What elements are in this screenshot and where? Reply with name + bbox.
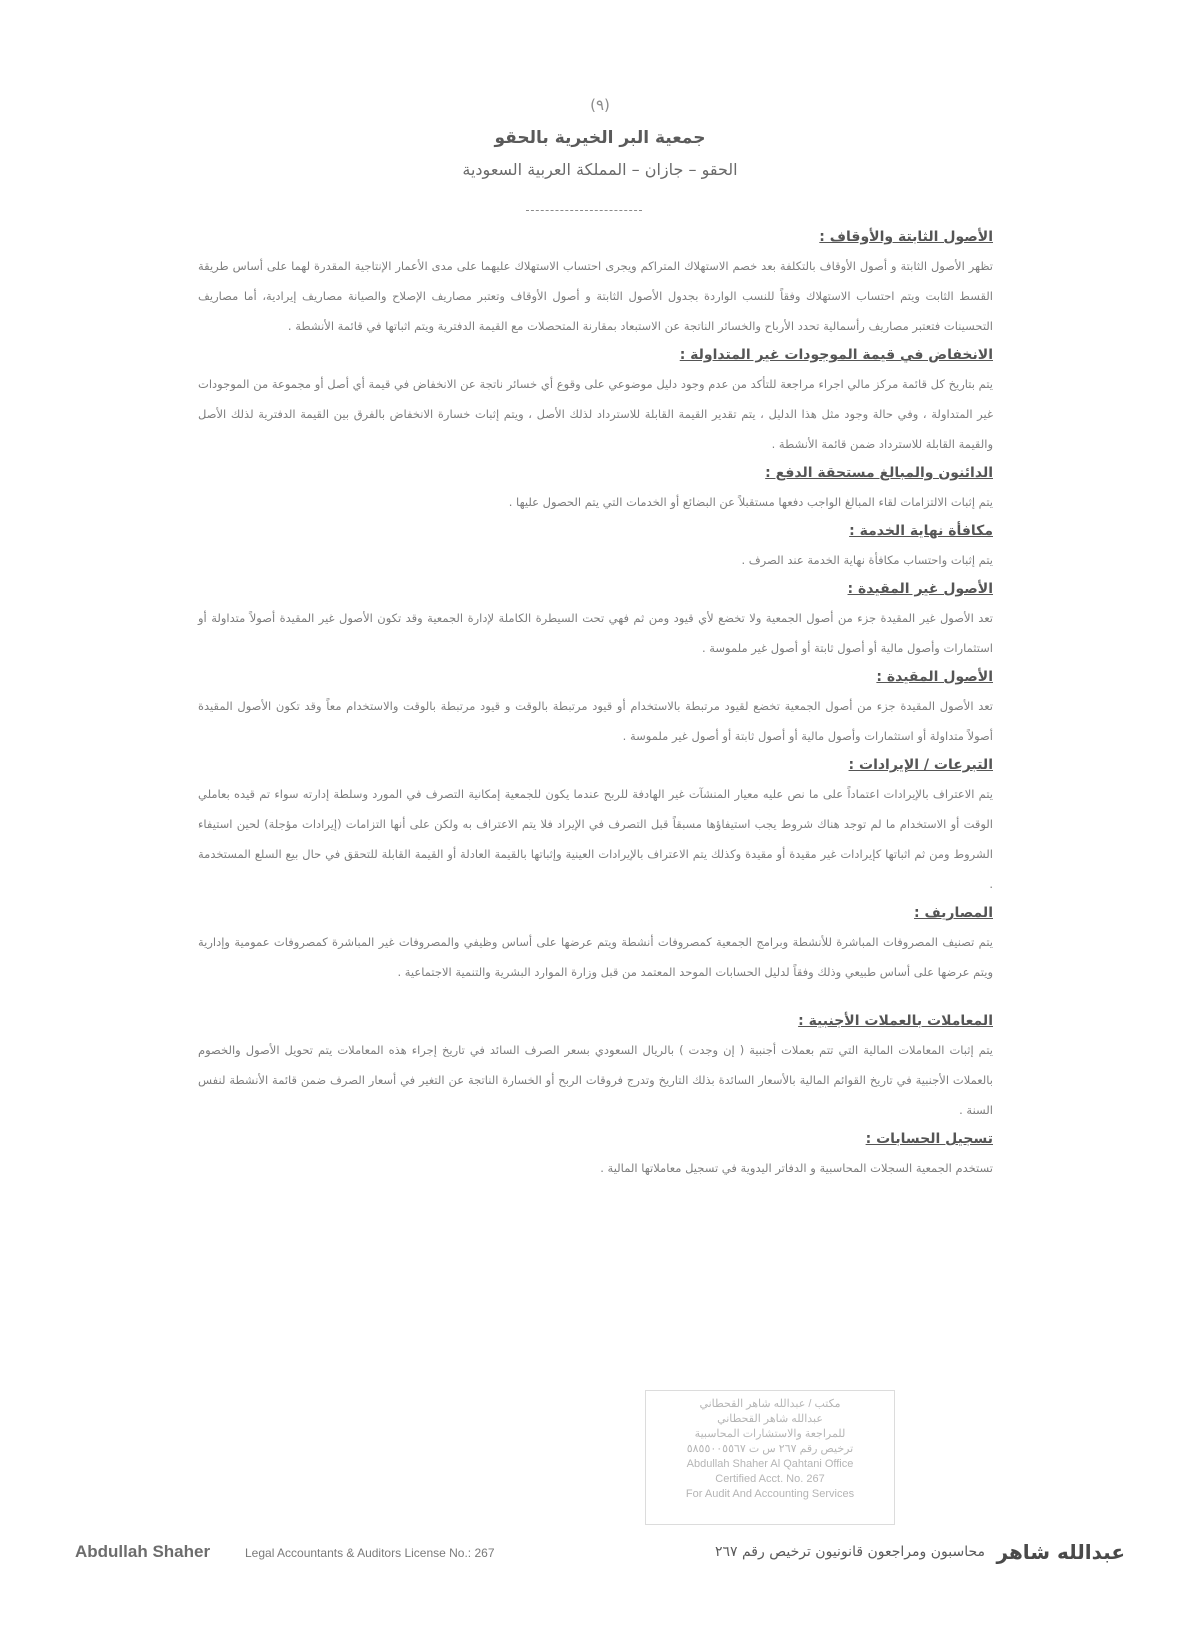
section-bookkeeping xyxy=(198,1125,993,1183)
section-title: التبرعات / الإيرادات : xyxy=(848,757,993,773)
footer xyxy=(75,1542,1125,1572)
org-location: الحقو – جازان – المملكة العربية السعودية xyxy=(462,160,738,179)
section-payables xyxy=(198,459,993,517)
org-name: جمعية البر الخيرية بالحقو xyxy=(494,128,706,148)
section-body: يتم إثبات واحتساب مكافأة نهاية الخدمة عند الصرف . xyxy=(741,553,993,567)
section-impairment xyxy=(198,341,993,459)
section-body: يتم تصنيف المصروفات المباشرة للأنشطة وبرامج الجمعية كمصروفات أنشطة ويتم عرضها على أساس وظيفي والمصروفات غير المباشرة كمصروفات عمومية وإدارية ويتم عرضها على أساس طبيعي وذلك وفقاً لدليل الحسابات الموحد المعتمد من قبل وزارة الموارد البشرية والتنمية الاجتماعية . xyxy=(198,935,993,979)
section-title: الأصول الثابتة والأوقاف : xyxy=(819,229,993,245)
stamp-line: For Audit And Accounting Services xyxy=(685,1488,855,1500)
section-body: تظهر الأصول الثابتة و أصول الأوقاف بالتكلفة بعد خصم الاستهلاك المتراكم ويجرى احتساب الاستهلاك عليهما على مدى الأعمار الإنتاجية المقدرة لهما على أساس طريقة القسط الثابت ويتم احتساب الاستهلاك وفقاً للنسب الواردة بجدول الأصول الثابتة و أصول الأوقاف وتعتبر مصاريف الإصلاح والصيانة مصاريف إيرادية، أما مصاريف التحسينات فتعتبر مصاريف رأسمالية تحدد الأرباح والخسائر الناتجة عن الاستبعاد بمقارنة المتحصلات مع القيمة الدفترية ويتم اثباتها في قائمة الأنشطة . xyxy=(198,259,993,333)
footer-brand-en: Abdullah Shaher xyxy=(75,1542,211,1561)
section-restricted-assets xyxy=(198,663,993,751)
footer-description-ar: محاسبون ومراجعون قانونيون ترخيص رقم ٢٦٧ xyxy=(714,1544,985,1560)
page-number: (٩) xyxy=(590,96,610,114)
footer-brand-ar: عبدالله شاهر xyxy=(996,1540,1125,1564)
stamp-line: للمراجعة والاستشارات المحاسبية xyxy=(694,1428,846,1440)
stamp-line: Certified Acct. No. 267 xyxy=(715,1473,825,1485)
header-divider xyxy=(526,210,642,211)
policies-content xyxy=(198,223,993,1183)
section-body: يتم الاعتراف بالإيرادات اعتماداً على ما نص عليه معيار المنشآت غير الهادفة للربح عندما يكون للجمعية إمكانية التصرف في المورد وسلطة إدارته سواء تم قيده بعاملي الوقت أو الاستخدام ما لم توجد هناك شروط يجب استيفاؤها مسبقاً قبل التصرف في الإيراد فلا يتم الاعتراف به ولكن على أنها التزامات (إيرادات مؤجلة) لحين استيفاء الشروط ومن ثم اثباتها كإيرادات غير مقيدة أو مقيدة وكذلك يتم الاعتراف بالإيرادات العينية وإثباتها بالقيمة العادلة أو القيمة القابلة للتحقق في حال بيع السلع المستخدمة . xyxy=(198,787,993,891)
section-title: الانخفاض في قيمة الموجودات غير المتداولة : xyxy=(679,347,993,363)
section-donations-revenue xyxy=(198,751,993,899)
stamp-line: مكتب / عبدالله شاهر القحطاني xyxy=(699,1398,841,1410)
section-title: المصاريف : xyxy=(914,905,993,921)
section-title: المعاملات بالعملات الأجنبية : xyxy=(798,1013,993,1029)
section-body: يتم بتاريخ كل قائمة مركز مالي اجراء مراجعة للتأكد من عدم وجود دليل موضوعي على وقوع أي خسائر ناتجة عن الانخفاض في قيمة أي أصل أو مجموعة من الموجودات غير المتداولة ، وفي حالة وجود مثل هذا الدليل ، يتم تقدير القيمة القابلة للاسترداد لذلك الأصل ، ويتم إثبات خسارة الانخفاض بالفرق بين القيمة الدفترية لذلك الأصل والقيمة القابلة للاسترداد ضمن قائمة الأنشطة . xyxy=(198,377,993,451)
section-title: الأصول غير المقيدة : xyxy=(847,581,993,597)
stamp-line: Abdullah Shaher Al Qahtani Office xyxy=(686,1458,854,1470)
office-stamp xyxy=(645,1390,895,1525)
section-title: الدائنون والمبالغ مستحقة الدفع : xyxy=(765,465,993,481)
stamp-line: عبدالله شاهر القحطاني xyxy=(717,1413,823,1425)
section-body: تعد الأصول غير المقيدة جزء من أصول الجمعية ولا تخضع لأي قيود ومن ثم فهي تحت السيطرة الكاملة لإدارة الجمعية وقد تكون الأصول غير المقيدة أصولاً متداولة أو استثمارات وأصول مالية أو أصول ثابتة أو أصول غير ملموسة . xyxy=(198,611,993,655)
section-body: تستخدم الجمعية السجلات المحاسبية و الدفاتر اليدوية في تسجيل معاملاتها المالية . xyxy=(600,1161,993,1175)
section-title: تسجيل الحسابات : xyxy=(865,1131,993,1147)
section-title: الأصول المقيدة : xyxy=(876,669,993,685)
section-body: يتم إثبات الالتزامات لقاء المبالغ الواجب دفعها مستقبلاً عن البضائع أو الخدمات التي يتم الحصول عليها . xyxy=(508,495,993,509)
section-foreign-currency xyxy=(198,1007,993,1125)
footer-description-en: Legal Accountants & Auditors License No.: 267 xyxy=(245,1546,495,1560)
section-expenses xyxy=(198,899,993,987)
section-body: يتم إثبات المعاملات المالية التي تتم بعملات أجنبية ( إن وجدت ) بالريال السعودي بسعر الصرف السائد في تاريخ إجراء هذه المعاملات يتم تحويل الأصول والخصوم بالعملات الأجنبية في تاريخ القوائم المالية بالأسعار السائدة بذلك التاريخ وتدرج فروقات الربح أو الخسارة الناتجة عن التغير في أسعار الصرف ضمن قائمة الأنشطة لنفس السنة . xyxy=(198,1043,993,1117)
section-unrestricted-assets xyxy=(198,575,993,663)
section-end-of-service xyxy=(198,517,993,575)
section-body: تعد الأصول المقيدة جزء من أصول الجمعية تخضع لقيود مرتبطة بالاستخدام أو قيود مرتبطة بالوقت و قيود مرتبطة بالوقت والاستخدام معاً وقد تكون الأصول المقيدة أصولاً متداولة أو استثمارات وأصول مالية أو أصول ثابتة أو أصول غير ملموسة . xyxy=(198,699,993,743)
section-fixed-assets xyxy=(198,223,993,341)
section-title: مكافأة نهاية الخدمة : xyxy=(849,523,993,539)
stamp-line: ترخيص رقم ٢٦٧ س ت ٥٨٥٥٠٠٥٥٦٧ xyxy=(686,1443,854,1455)
